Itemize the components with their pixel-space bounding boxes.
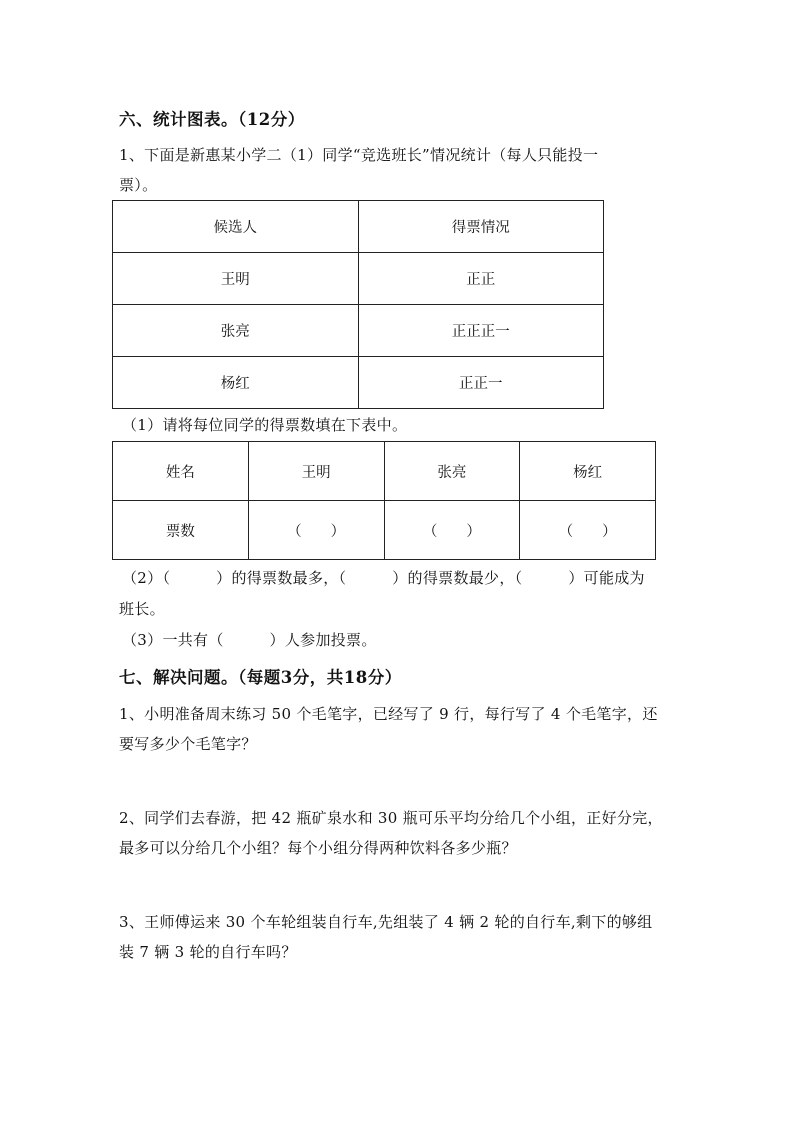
problem-2-line2: 最多可以分给几个小组？每个小组分得两种饮料各多少瓶？ [119,839,517,857]
table-row [113,357,604,409]
header-name: 姓名 [113,442,249,501]
answer-blank[interactable]: （ ） [520,501,656,560]
table-row [113,253,604,305]
problem-1-line1: 1、小明准备周末练习 50 个毛笔字，已经写了 9 行，每行写了 4 个毛笔字，还 [119,705,658,723]
answer-blank[interactable]: （ ） [248,501,384,560]
tally-marks: 正正 [358,253,604,305]
candidate-name: 杨红 [113,357,359,409]
sub-question-3: （3）一共有（ ）人参加投票。 [122,631,377,649]
table-header-row [113,442,656,501]
problem-2-line1: 2、同学们去春游，把 42 瓶矿泉水和 30 瓶可乐平均分给几个小组，正好分完， [119,809,663,827]
header-yang-hong: 杨红 [520,442,656,501]
table-row [113,305,604,357]
problem-3-line2: 装 7 辆 3 轮的自行车吗？ [119,943,297,961]
candidate-name: 王明 [113,253,359,305]
header-wang-ming: 王明 [248,442,384,501]
candidate-name: 张亮 [113,305,359,357]
header-candidate: 候选人 [113,201,359,253]
sub-question-2-line1: （2）（ ）的得票数最多，（ ）的得票数最少，（ ）可能成为 [122,569,645,587]
tally-marks: 正正正一 [358,305,604,357]
table-row [113,501,656,560]
vote-count-table [112,441,656,560]
sub-question-1: （1）请将每位同学的得票数填在下表中。 [122,416,408,434]
question-1-text-line1: 1、下面是新惠某小学二（1）同学“竞选班长”情况统计（每人只能投一 [119,146,599,164]
tally-marks: 正正一 [358,357,604,409]
header-votes: 得票情况 [358,201,604,253]
problem-1-line2: 要写多少个毛笔字？ [119,735,257,753]
header-zhang-liang: 张亮 [384,442,520,501]
vote-tally-table [112,200,604,409]
section-six-heading: 六、统计图表。（12分） [119,110,305,129]
problem-3-line1: 3、王师傅运来 30 个车轮组装自行车,先组装了 4 辆 2 轮的自行车,剩下的够组 [119,913,653,931]
table-header-row [113,201,604,253]
row-label-votes: 票数 [113,501,249,560]
question-1-text-line2: 票）。 [119,176,158,194]
sub-question-2-line2: 班长。 [119,600,165,618]
section-seven-heading: 七、解决问题。（每题3分，共18分） [119,668,402,687]
answer-blank[interactable]: （ ） [384,501,520,560]
